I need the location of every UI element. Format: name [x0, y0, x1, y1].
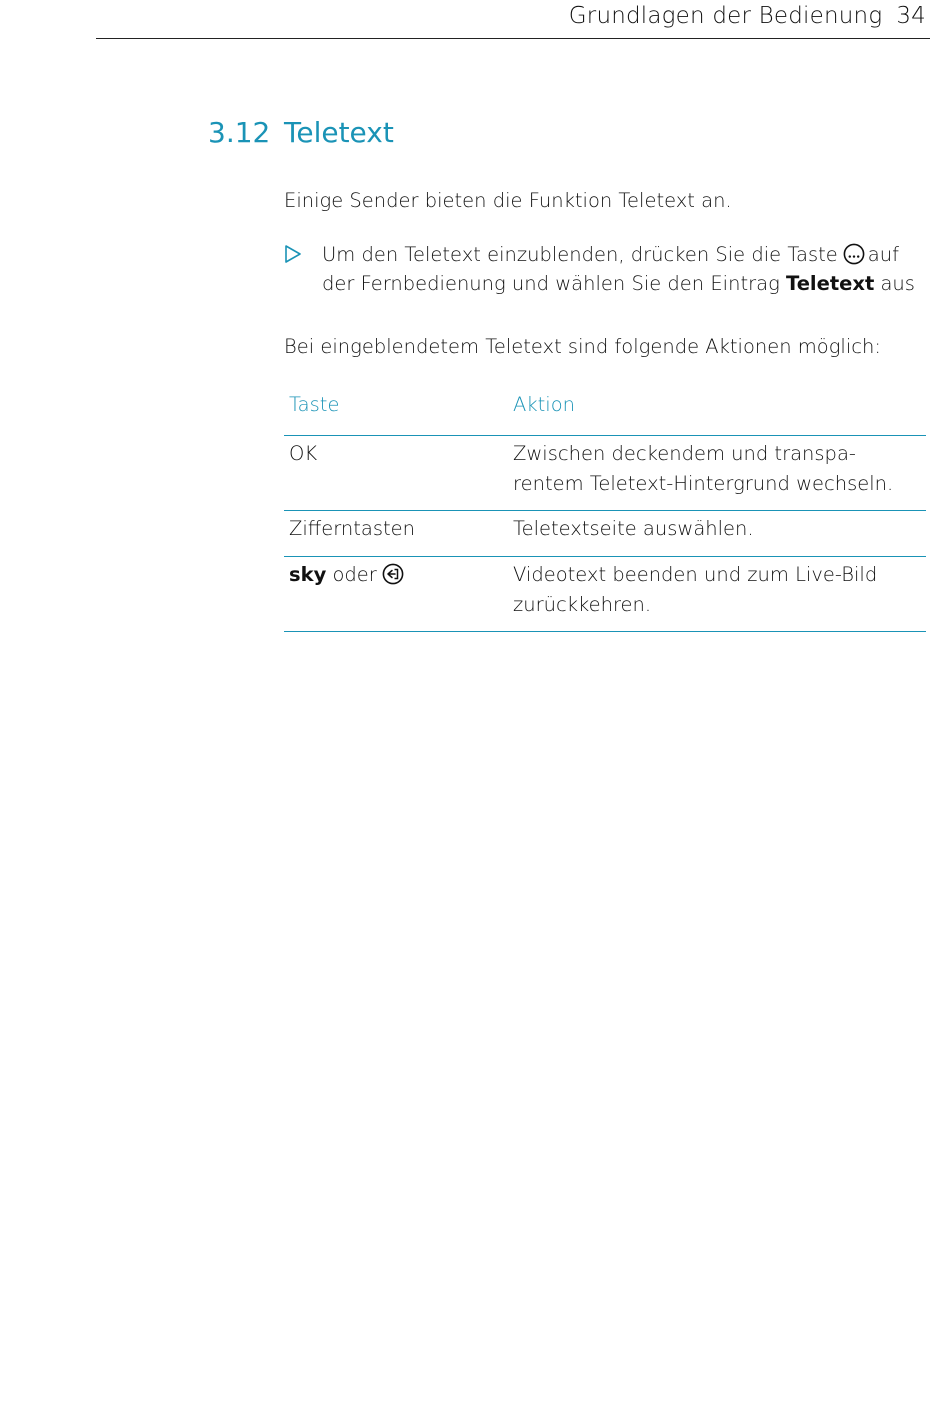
key-cell: OK	[289, 442, 318, 465]
page-header	[96, 0, 930, 39]
options-key-icon	[843, 243, 865, 265]
key-connector: oder	[332, 563, 377, 586]
header-action: Aktion	[513, 393, 575, 416]
section-number: 3.12	[208, 116, 271, 149]
step-line-1	[322, 240, 899, 270]
step-text-4: aus	[880, 272, 915, 295]
actions-intro: Bei eingeblendetem Teletext sind folgende Aktionen möglich:	[284, 335, 881, 358]
page-number: 34	[896, 3, 926, 29]
back-key-icon	[382, 563, 404, 585]
step-text-1: Um den Teletext einzublenden, drücken Sie die Taste	[322, 243, 838, 266]
chapter-title: Grundlagen der Bedienung	[568, 3, 883, 29]
action-cell	[513, 514, 754, 544]
section-heading	[208, 116, 394, 149]
key-cell	[289, 560, 407, 590]
step-text-3: der Fernbedienung und wählen Sie den Eintrag	[322, 272, 780, 295]
table-row	[284, 557, 926, 632]
table-row	[284, 436, 926, 511]
action-line: Teletextseite auswählen.	[513, 517, 754, 540]
header-key: Taste	[289, 393, 340, 416]
step-arrow-icon	[284, 245, 302, 263]
key-cell: Zifferntasten	[289, 517, 415, 540]
action-cell	[513, 560, 877, 620]
table-header	[284, 390, 926, 436]
key-action-table	[284, 390, 926, 632]
step-line-2	[322, 269, 915, 299]
action-line: zurückkehren.	[513, 593, 652, 616]
table-row	[284, 511, 926, 557]
action-line: rentem Teletext-Hintergrund wechseln.	[513, 472, 894, 495]
teletext-entry: Teletext	[785, 272, 875, 295]
action-cell	[513, 439, 893, 499]
step-text-2: auf	[867, 243, 899, 266]
action-line: Videotext beenden und zum Live-Bild	[513, 563, 878, 586]
section-title: Teletext	[284, 116, 394, 149]
intro-paragraph: Einige Sender bieten die Funktion Teletext an.	[284, 189, 732, 212]
running-header	[569, 3, 926, 29]
action-line: Zwischen deckendem und transpa-	[513, 442, 856, 465]
sky-key-label: sky	[289, 563, 327, 586]
